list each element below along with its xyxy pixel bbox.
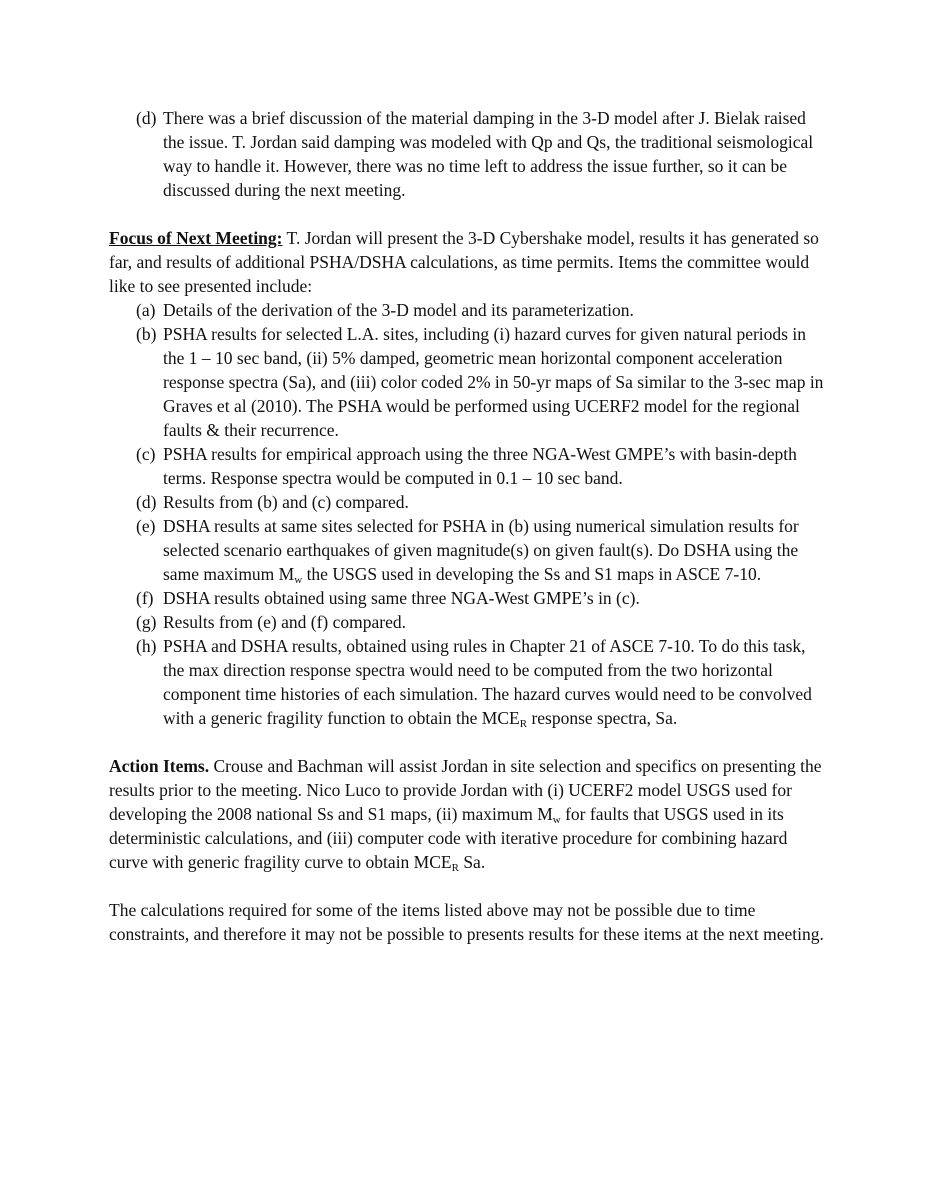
list-item-text: DSHA results obtained using same three NGA-West GMPE’s in (c).: [163, 588, 640, 608]
focus-intro: T. Jordan will present the 3-D Cybershake model, results it has generated so far, and results of additional PSHA/DSHA calculations, as time permits. Items the committee would like to see presented include:: [109, 228, 819, 296]
list-item-d-damping: [109, 106, 824, 202]
action-items-paragraph: [109, 754, 824, 874]
list-item-text: Details of the derivation of the 3-D model and its parameterization.: [163, 300, 634, 320]
closing-paragraph: The calculations required for some of the items listed above may not be possible due to time constraints, and therefore it may not be possible to presents results for these items at the next meeting.: [109, 900, 824, 944]
list-marker: (h): [136, 636, 157, 656]
list-item-text: [163, 516, 799, 584]
list-item-b: [109, 322, 824, 442]
focus-paragraph: [109, 226, 824, 298]
list-item-text: PSHA results for empirical approach using the three NGA-West GMPE’s with basin-depth terms. Response spectra would be computed in 0.1 – 10 sec band.: [163, 444, 797, 488]
list-item-f: [109, 586, 824, 610]
text-run: for faults that USGS used in its deterministic calculations, and (iii) computer code with iterative procedure for combining hazard curve with generic fragility curve to obtain MCE: [109, 804, 788, 872]
subscript: R: [519, 718, 528, 730]
text-run: response spectra, Sa.: [527, 708, 678, 728]
list-marker: (d): [136, 108, 157, 128]
list-item-text: There was a brief discussion of the material damping in the 3-D model after J. Bielak raised the issue. T. Jordan said damping was modeled with Qp and Qs, the traditional seismological way to handle it. However, there was no time left to address the issue further, so it can be discussed during the next meeting.: [163, 108, 814, 200]
subscript: w: [552, 814, 561, 826]
list-item-text: Results from (b) and (c) compared.: [163, 492, 409, 512]
list-item-text: PSHA results for selected L.A. sites, including (i) hazard curves for given natural periods in the 1 – 10 sec band, (ii) 5% damped, geometric mean horizontal component acceleration response spectra (Sa), and (iii) color coded 2% in 50-yr maps of Sa similar to the 3-sec map in Graves et al (2010). The PSHA would be performed using UCERF2 model for the regional faults & their recurrence.: [163, 324, 824, 440]
list-marker: (a): [136, 300, 156, 320]
text-run: PSHA and DSHA results, obtained using rules in Chapter 21 of ASCE 7-10. To do this task, the max direction response spectra would need to be computed from the two horizontal component time histories of each simulation. The hazard curves would need to be convolved with a generic fragility function to obtain the MCE: [163, 636, 812, 728]
list-marker: (f): [136, 588, 154, 608]
list-item-text: [163, 636, 812, 728]
list-item-a: [109, 298, 824, 322]
list-item-text: Results from (e) and (f) compared.: [163, 612, 406, 632]
page-content: [109, 106, 824, 946]
list-marker: (b): [136, 324, 157, 344]
subscript: w: [294, 574, 303, 586]
text-run: Crouse and Bachman will assist Jordan in site selection and specifics on presenting the results prior to the meeting. Nico Luco to provide Jordan with (i) UCERF2 model USGS used for developing the 2008 national Ss and S1 maps, (ii) maximum M: [109, 756, 822, 824]
list-item-d: [109, 490, 824, 514]
text-run: DSHA results at same sites selected for PSHA in (b) using numerical simulation results for selected scenario earthquakes of given magnitude(s) on given fault(s). Do DSHA using the same maximum M: [163, 516, 799, 584]
list-item-g: [109, 610, 824, 634]
subscript: R: [451, 862, 459, 874]
list-marker: (e): [136, 516, 156, 536]
text-run: the USGS used in developing the Ss and S1 maps in ASCE 7-10.: [302, 564, 762, 584]
list-item-h: [109, 634, 824, 730]
focus-heading: Focus of Next Meeting:: [109, 228, 283, 248]
list-marker: (g): [136, 612, 157, 632]
list-marker: (d): [136, 492, 157, 512]
text-run: Sa.: [458, 852, 486, 872]
list-item-c: [109, 442, 824, 490]
action-items-heading: Action Items.: [109, 756, 210, 776]
list-marker: (c): [136, 444, 156, 464]
list-item-e: [109, 514, 824, 586]
